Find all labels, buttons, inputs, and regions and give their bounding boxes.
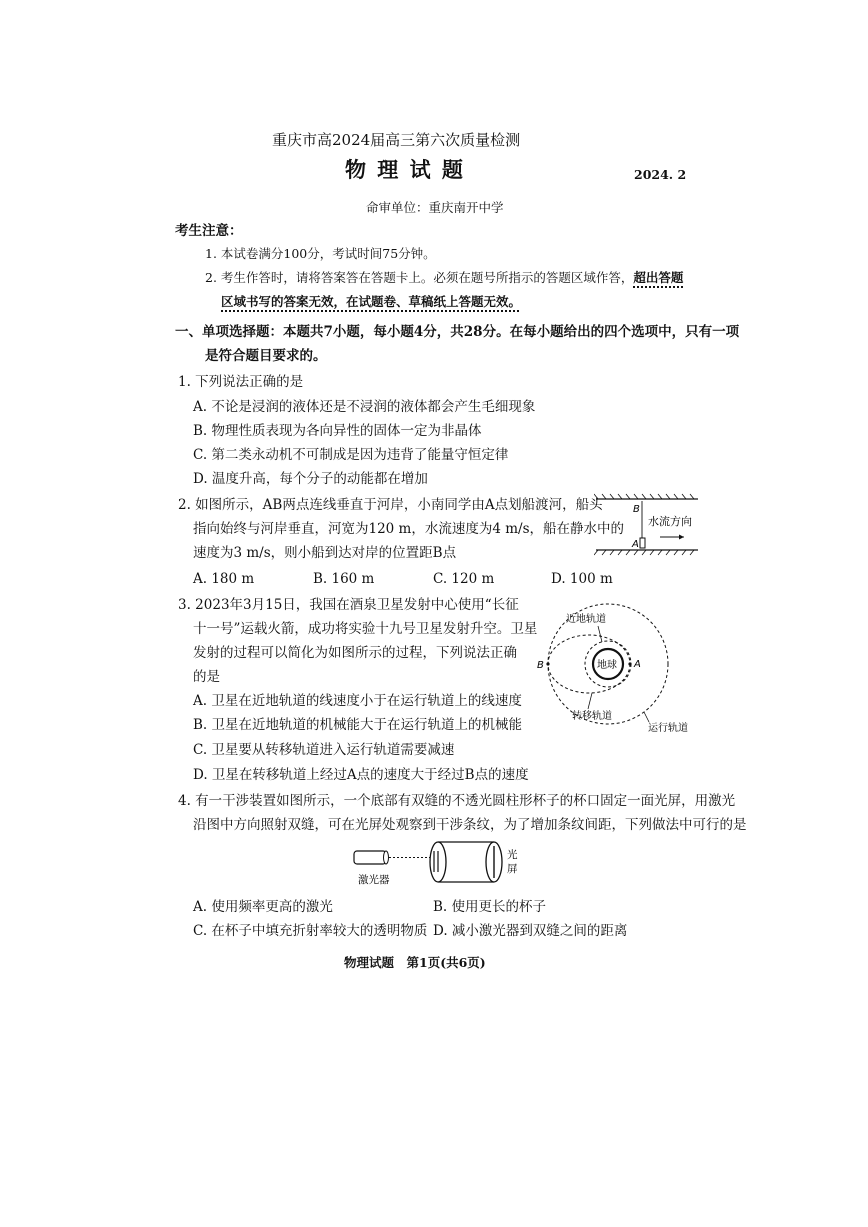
notice-item-2-emphasis-a: 超出答题	[633, 270, 684, 285]
q3-option-b: B. 卫星在近地轨道的机械能大于在运行轨道上的机械能	[193, 717, 523, 733]
running-orbit-leader	[644, 712, 649, 722]
section-1-heading-cont: 是符合题目要求的。	[205, 348, 327, 364]
q1-option-c: C. 第二类永动机不可制成是因为违背了能量守恒定律	[193, 447, 509, 463]
q2-option-a: A. 180 m	[193, 571, 255, 587]
q2-option-d: D. 100 m	[551, 571, 613, 587]
q3-stem-1: 3. 2023年3月15日，我国在酒泉卫星发射中心使用“长征	[178, 597, 519, 613]
q1-option-a: A. 不论是浸润的液体还是不浸润的液体都会产生毛细现象	[193, 399, 536, 415]
water-flow-label: 水流方向	[648, 515, 692, 528]
near-orbit-label: 近地轨道	[566, 614, 606, 625]
q4-stem-1: 4. 有一干涉装置如图所示，一个底部有双缝的不透光圆柱形杯子的杯口固定一面光屏，用激光	[178, 793, 736, 809]
q3-option-c: C. 卫星要从转移轨道进入运行轨道需要减速	[193, 742, 455, 758]
screen-label-2: 屏	[507, 863, 518, 875]
point-b-label: B	[633, 504, 640, 515]
q4-stem-2: 沿图中方向照射双缝，可在光屏处观察到干涉条纹，为了增加条纹间距，下列做法中可行的是	[193, 817, 747, 833]
setter-unit: 命审单位：重庆南开中学	[366, 200, 504, 215]
q3-option-d: D. 卫星在转移轨道上经过A点的速度大于经过B点的速度	[193, 767, 529, 783]
point-b-label: B	[537, 660, 544, 671]
point-b-dot	[546, 662, 549, 665]
flow-arrow-icon	[660, 535, 684, 540]
q1-option-b: B. 物理性质表现为各向异性的固体一定为非晶体	[193, 423, 482, 439]
point-a-label: A	[634, 659, 641, 670]
notice-item-1: 1. 本试卷满分100分，考试时间75分钟。	[205, 246, 436, 261]
point-a-dot	[628, 662, 631, 665]
notice-heading: 考生注意：	[175, 223, 243, 239]
q3-option-a: A. 卫星在近地轨道的线速度小于在运行轨道上的线速度	[193, 693, 522, 709]
q1-stem: 1. 下列说法正确的是	[178, 374, 304, 390]
notice-item-2	[205, 270, 683, 286]
q2-option-c: C. 120 m	[433, 571, 495, 587]
boat-icon	[640, 538, 645, 548]
q4-option-d: D. 减小激光器到双缝之间的距离	[433, 923, 628, 939]
near-orbit-leader	[598, 626, 602, 642]
notice-item-2-emphasis-b: 区域书写的答案无效，在试题卷、草稿纸上答题无效。	[221, 294, 522, 309]
orbit-figure	[526, 588, 702, 740]
q4-option-a: A. 使用频率更高的激光	[193, 899, 333, 915]
transfer-orbit-leader	[588, 693, 592, 709]
page-footer: 物理试题 第1页(共6页)	[344, 955, 486, 970]
notice-item-2-text: 2. 考生作答时，请将答案答在答题卡上。必须在题号所指示的答题区域作答，	[205, 270, 634, 285]
subject-title: 物 理 试 题	[345, 157, 465, 182]
exam-date: 2024. 2	[634, 167, 687, 182]
q2-option-b: B. 160 m	[313, 571, 375, 587]
exam-title: 重庆市高2024届高三第六次质量检测	[272, 131, 521, 149]
q3-stem-2: 十一号”运载火箭，成功将实验十九号卫星发射升空。卫星	[193, 621, 538, 637]
q4-option-b: B. 使用更长的杯子	[433, 899, 547, 915]
upper-bank	[594, 494, 698, 499]
q3-stem-4: 的是	[193, 669, 220, 685]
lower-bank	[594, 550, 698, 555]
running-orbit-label: 运行轨道	[648, 723, 688, 734]
section-1-heading: 一、单项选择题：本题共7小题，每小题4分，共28分。在每小题给出的四个选项中，只有一项	[175, 324, 740, 340]
river-crossing-figure	[594, 492, 700, 558]
point-a-label: A	[632, 539, 639, 550]
laser-label: 激光器	[358, 874, 390, 886]
q1-option-d: D. 温度升高，每个分子的动能都在增加	[193, 471, 428, 487]
q2-stem-3: 速度为3 m/s，则小船到达对岸的位置距B点	[193, 545, 457, 561]
laser-icon	[354, 851, 389, 864]
interference-figure	[350, 838, 528, 892]
q2-stem-1: 2. 如图所示，AB两点连线垂直于河岸，小南同学由A点划船渡河，船头	[178, 497, 603, 513]
q4-option-c: C. 在杯子中填充折射率较大的透明物质	[193, 923, 428, 939]
screen-label-1: 光	[507, 849, 518, 861]
cup-icon	[430, 842, 502, 882]
q2-stem-2: 指向始终与河岸垂直，河宽为120 m，水流速度为4 m/s，船在静水中的	[193, 521, 625, 537]
q3-stem-3: 发射的过程可以简化为如图所示的过程，下列说法正确	[193, 645, 517, 661]
earth-label: 地球	[597, 660, 617, 671]
transfer-orbit-label: 转移轨道	[572, 711, 612, 722]
